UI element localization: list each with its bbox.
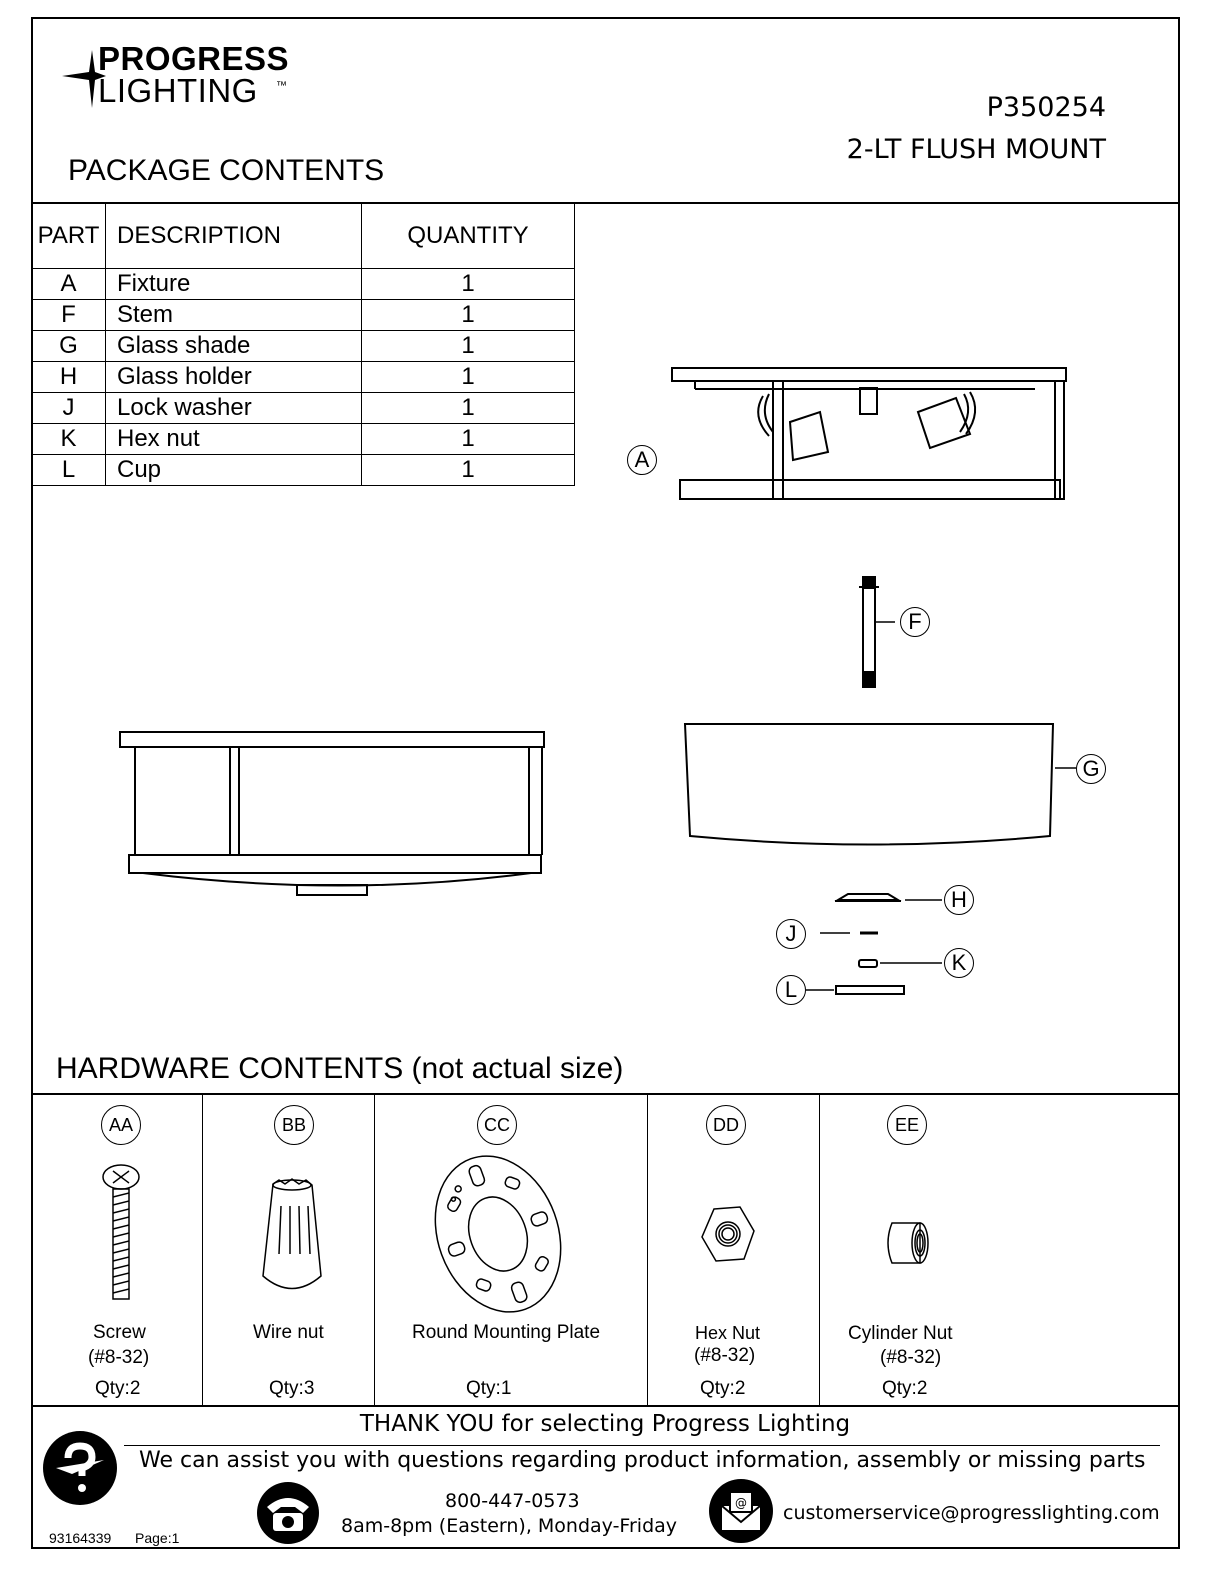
hardware-name-bb: Wire nut	[253, 1322, 324, 1343]
part-description: Hex nut	[106, 424, 362, 455]
screw-icon	[98, 1163, 144, 1303]
hardware-name-cc: Round Mounting Plate	[412, 1322, 601, 1343]
part-letter: G	[32, 331, 106, 362]
assist-message: We can assist you with questions regarding product information, assembly or missing parts	[139, 1448, 1146, 1473]
part-letter: L	[32, 455, 106, 486]
part-description: Stem	[106, 300, 362, 331]
divider	[31, 1093, 1180, 1095]
callout-h: H	[944, 885, 974, 915]
hardware-size-aa: (#8-32)	[88, 1347, 150, 1368]
page-number: Page:1	[135, 1530, 180, 1546]
phone-hours: 8am-8pm (Eastern), Monday-Friday	[341, 1515, 678, 1537]
phone-icon	[255, 1481, 321, 1545]
stem-f-drawing	[855, 575, 895, 695]
model-number: P350254	[986, 92, 1106, 123]
brand-line1: PROGRESS	[98, 40, 290, 77]
mounting-plate-icon	[432, 1150, 564, 1318]
part-description: Glass holder	[106, 362, 362, 393]
thank-you-message: THANK YOU for selecting Progress Lighting	[359, 1411, 851, 1437]
part-letter: A	[32, 269, 106, 300]
header-quantity: QUANTITY	[362, 204, 575, 269]
hardware-qty-cc: Qty:1	[466, 1378, 512, 1399]
hardware-code-ee: EE	[887, 1105, 927, 1145]
hardware-qty-dd: Qty:2	[700, 1378, 746, 1399]
hardware-code-dd: DD	[706, 1105, 746, 1145]
glass-shade-g-drawing	[680, 718, 1080, 853]
hardware-code-bb: BB	[274, 1105, 314, 1145]
divider	[124, 1445, 1160, 1446]
assembled-fixture-drawing	[115, 725, 555, 900]
wire-nut-icon	[255, 1176, 330, 1296]
callout-a: A	[627, 445, 657, 475]
fixture-a-drawing	[660, 360, 1080, 510]
hardware-name-dd: Hex Nut	[695, 1323, 761, 1343]
hardware-qty-aa: Qty:2	[95, 1378, 141, 1399]
brand-tm: ™	[276, 80, 287, 92]
callout-k: K	[944, 948, 974, 978]
email-icon	[708, 1478, 774, 1544]
part-quantity: 1	[362, 424, 575, 455]
callout-f: F	[900, 607, 930, 637]
divider	[31, 1405, 1180, 1407]
part-description: Glass shade	[106, 331, 362, 362]
email-address[interactable]: customerservice@progresslighting.com	[783, 1502, 1160, 1524]
part-letter: J	[32, 393, 106, 424]
header-description: DESCRIPTION	[106, 204, 362, 269]
hardware-qty-bb: Qty:3	[269, 1378, 315, 1399]
part-letter: H	[32, 362, 106, 393]
parts-table	[31, 203, 575, 486]
divider	[819, 1093, 820, 1405]
document-id: 93164339	[49, 1530, 112, 1546]
help-question-icon	[42, 1430, 118, 1506]
hardware-code-aa: AA	[101, 1105, 141, 1145]
callout-g: G	[1076, 754, 1106, 784]
callout-j: J	[776, 919, 806, 949]
part-quantity: 1	[362, 393, 575, 424]
part-quantity: 1	[362, 331, 575, 362]
hardware-name-aa: Screw	[93, 1322, 146, 1343]
table-row	[32, 269, 575, 300]
divider	[374, 1093, 375, 1405]
table-row	[32, 362, 575, 393]
hex-nut-icon	[700, 1205, 756, 1263]
table-row	[32, 300, 575, 331]
divider	[647, 1093, 648, 1405]
part-quantity: 1	[362, 362, 575, 393]
part-description: Fixture	[106, 269, 362, 300]
hardware-qty-ee: Qty:2	[882, 1378, 928, 1399]
cylinder-nut-icon	[882, 1220, 932, 1266]
header-part: PART	[32, 204, 106, 269]
table-row	[32, 331, 575, 362]
hardware-code-cc: CC	[477, 1105, 517, 1145]
part-quantity: 1	[362, 300, 575, 331]
divider	[202, 1093, 203, 1405]
part-letter: K	[32, 424, 106, 455]
part-description: Lock washer	[106, 393, 362, 424]
package-contents-title: PACKAGE CONTENTS	[68, 154, 385, 187]
part-description: Cup	[106, 455, 362, 486]
table-row	[32, 393, 575, 424]
table-header	[32, 204, 575, 269]
callout-l: L	[776, 975, 806, 1005]
table-row	[32, 455, 575, 486]
hardware-size-dd: (#8-32)	[694, 1345, 756, 1366]
part-letter: F	[32, 300, 106, 331]
phone-number: 800-447-0573	[445, 1490, 580, 1512]
part-quantity: 1	[362, 455, 575, 486]
brand-line2: LIGHTING	[98, 72, 258, 109]
hardware-size-ee: (#8-32)	[880, 1347, 942, 1368]
table-row	[32, 424, 575, 455]
model-name: 2-LT FLUSH MOUNT	[846, 134, 1106, 165]
hardware-name-ee: Cylinder Nut	[848, 1323, 953, 1344]
svg-text:@: @	[735, 1496, 747, 1510]
hardware-contents-title: HARDWARE CONTENTS (not actual size)	[56, 1052, 624, 1085]
part-quantity: 1	[362, 269, 575, 300]
